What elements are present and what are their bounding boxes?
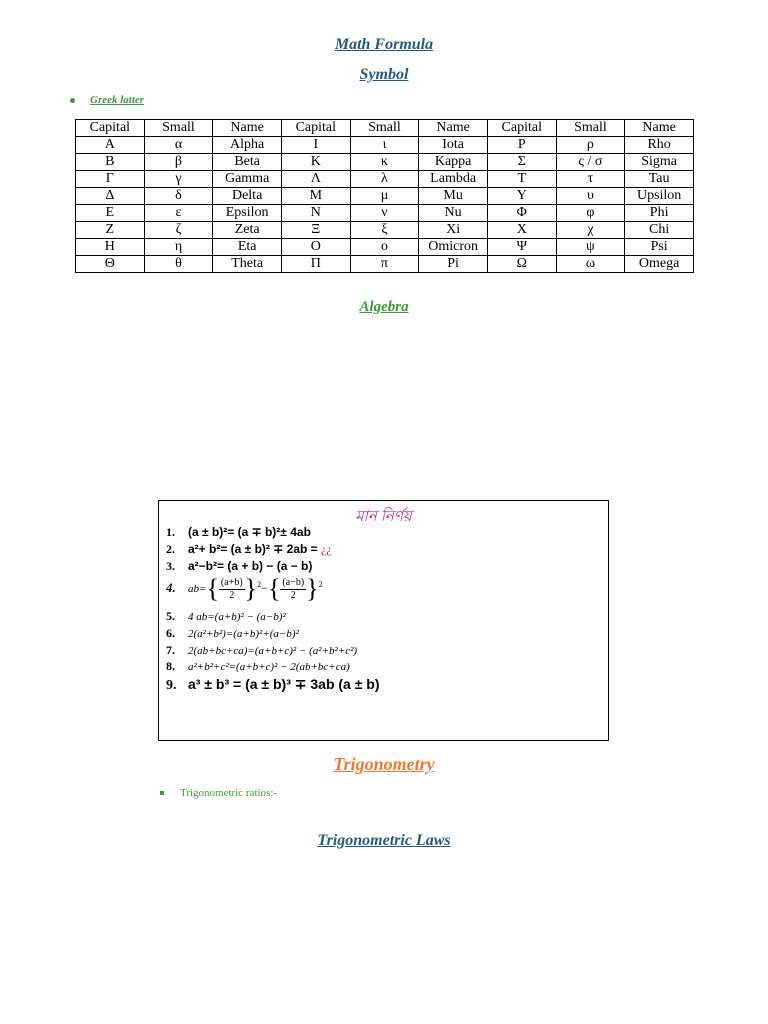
bullet-dot-icon	[70, 98, 75, 103]
column-header: Name	[625, 120, 694, 137]
formula-3: 3. a²−b²= (a + b) − (a − b)	[166, 559, 313, 573]
table-row	[76, 239, 694, 256]
table-cell: Μ	[281, 188, 350, 205]
table-cell: Α	[76, 137, 145, 154]
table-cell: ε	[144, 205, 213, 222]
table-cell: Κ	[281, 154, 350, 171]
table-cell: Ι	[281, 137, 350, 154]
table-cell: ς / σ	[556, 154, 625, 171]
table-cell: Psi	[625, 239, 694, 256]
table-cell: ζ	[144, 222, 213, 239]
table-cell: φ	[556, 205, 625, 222]
table-cell: ι	[350, 137, 419, 154]
column-header: Name	[419, 120, 488, 137]
table-cell: ξ	[350, 222, 419, 239]
table-cell: υ	[556, 188, 625, 205]
table-cell: Xi	[419, 222, 488, 239]
table-cell: Iota	[419, 137, 488, 154]
table-cell: β	[144, 154, 213, 171]
column-header: Small	[350, 120, 419, 137]
trig-laws-heading: Trigonometric Laws	[317, 832, 451, 849]
table-cell: Lambda	[419, 171, 488, 188]
table-cell: Zeta	[213, 222, 282, 239]
table-cell: γ	[144, 171, 213, 188]
table-cell: ο	[350, 239, 419, 256]
table-cell: Ω	[487, 256, 556, 273]
greek-bullet	[70, 94, 144, 106]
table-cell: Γ	[76, 171, 145, 188]
formula-1: 1. (a ± b)²= (a ∓ b)²± 4ab	[166, 525, 311, 539]
table-cell: δ	[144, 188, 213, 205]
formula-7: 7. 2(ab+bc+ca)=(a+b+c)² − (a²+b²+c²)	[166, 643, 358, 657]
formula-6: 6. 2(a²+b²)=(a+b)²+(a−b)²	[166, 626, 299, 640]
table-row	[76, 256, 694, 273]
table-cell: Β	[76, 154, 145, 171]
table-cell: Σ	[487, 154, 556, 171]
table-cell: Pi	[419, 256, 488, 273]
table-cell: Ξ	[281, 222, 350, 239]
table-cell: α	[144, 137, 213, 154]
table-cell: Theta	[213, 256, 282, 273]
table-cell: χ	[556, 222, 625, 239]
bullet-square-icon	[160, 791, 164, 795]
table-cell: Ο	[281, 239, 350, 256]
table-cell: Chi	[625, 222, 694, 239]
table-cell: Sigma	[625, 154, 694, 171]
table-cell: Kappa	[419, 154, 488, 171]
table-cell: Alpha	[213, 137, 282, 154]
table-cell: η	[144, 239, 213, 256]
symbol-heading: Symbol	[359, 66, 409, 83]
table-row	[76, 171, 694, 188]
table-cell: Π	[281, 256, 350, 273]
table-cell: θ	[144, 256, 213, 273]
table-cell: Eta	[213, 239, 282, 256]
table-cell: Omicron	[419, 239, 488, 256]
table-cell: π	[350, 256, 419, 273]
table-cell: Ν	[281, 205, 350, 222]
table-cell: Upsilon	[625, 188, 694, 205]
table-cell: κ	[350, 154, 419, 171]
formula-4: 4. ab={ $\frac{(a+b)}{2}$ }$^2$−{ $\frac{(a-b)}{2}$ }$^2$	[166, 574, 323, 603]
column-header: Small	[556, 120, 625, 137]
formula-8: 8. a²+b²+c²=(a+b+c)² − 2(ab+bc+ca)	[166, 659, 350, 673]
table-cell: ρ	[556, 137, 625, 154]
table-cell: Φ	[487, 205, 556, 222]
table-cell: Beta	[213, 154, 282, 171]
column-header: Small	[144, 120, 213, 137]
table-cell: Θ	[76, 256, 145, 273]
page-title: Math Formula	[334, 36, 434, 53]
table-cell: μ	[350, 188, 419, 205]
table-cell: Η	[76, 239, 145, 256]
table-cell: ψ	[556, 239, 625, 256]
table-row	[76, 205, 694, 222]
greek-alphabet-table	[75, 119, 694, 273]
table-row	[76, 154, 694, 171]
trigonometry-heading: Trigonometry	[333, 754, 435, 774]
algebra-formula-box	[158, 500, 609, 741]
table-cell: λ	[350, 171, 419, 188]
table-cell: Υ	[487, 188, 556, 205]
table-cell: Ε	[76, 205, 145, 222]
table-row	[76, 188, 694, 205]
table-cell: τ	[556, 171, 625, 188]
table-header-row	[76, 120, 694, 137]
table-cell: Χ	[487, 222, 556, 239]
column-header: Name	[213, 120, 282, 137]
formula-9: 9. a³ ± b³ = (a ± b)³ ∓ 3ab (a ± b)	[166, 676, 380, 693]
table-row	[76, 137, 694, 154]
table-cell: Gamma	[213, 171, 282, 188]
table-cell: Ρ	[487, 137, 556, 154]
table-row	[76, 222, 694, 239]
table-cell: Nu	[419, 205, 488, 222]
table-cell: Phi	[625, 205, 694, 222]
greek-bullet-label: Greek latter	[90, 94, 145, 106]
table-cell: Omega	[625, 256, 694, 273]
column-header: Capital	[76, 120, 145, 137]
table-cell: Tau	[625, 171, 694, 188]
table-cell: Epsilon	[213, 205, 282, 222]
table-cell: ω	[556, 256, 625, 273]
table-cell: Ζ	[76, 222, 145, 239]
table-cell: Rho	[625, 137, 694, 154]
formula-box-title: মান নির্ণয়	[355, 509, 412, 525]
formula-2: 2. a²+ b²= (a ± b)² ∓ 2ab = ¿¿	[166, 542, 332, 556]
table-cell: Delta	[213, 188, 282, 205]
table-cell: Λ	[281, 171, 350, 188]
table-cell: ν	[350, 205, 419, 222]
table-cell: Τ	[487, 171, 556, 188]
algebra-heading: Algebra	[359, 299, 409, 315]
table-cell: Ψ	[487, 239, 556, 256]
column-header: Capital	[281, 120, 350, 137]
table-cell: Mu	[419, 188, 488, 205]
column-header: Capital	[487, 120, 556, 137]
formula-5: 5. 4 ab=(a+b)² − (a−b)²	[166, 609, 286, 623]
trig-ratios-bullet	[160, 787, 277, 799]
table-cell: Δ	[76, 188, 145, 205]
trig-ratios-label: Trigonometric ratios:-	[180, 787, 278, 799]
